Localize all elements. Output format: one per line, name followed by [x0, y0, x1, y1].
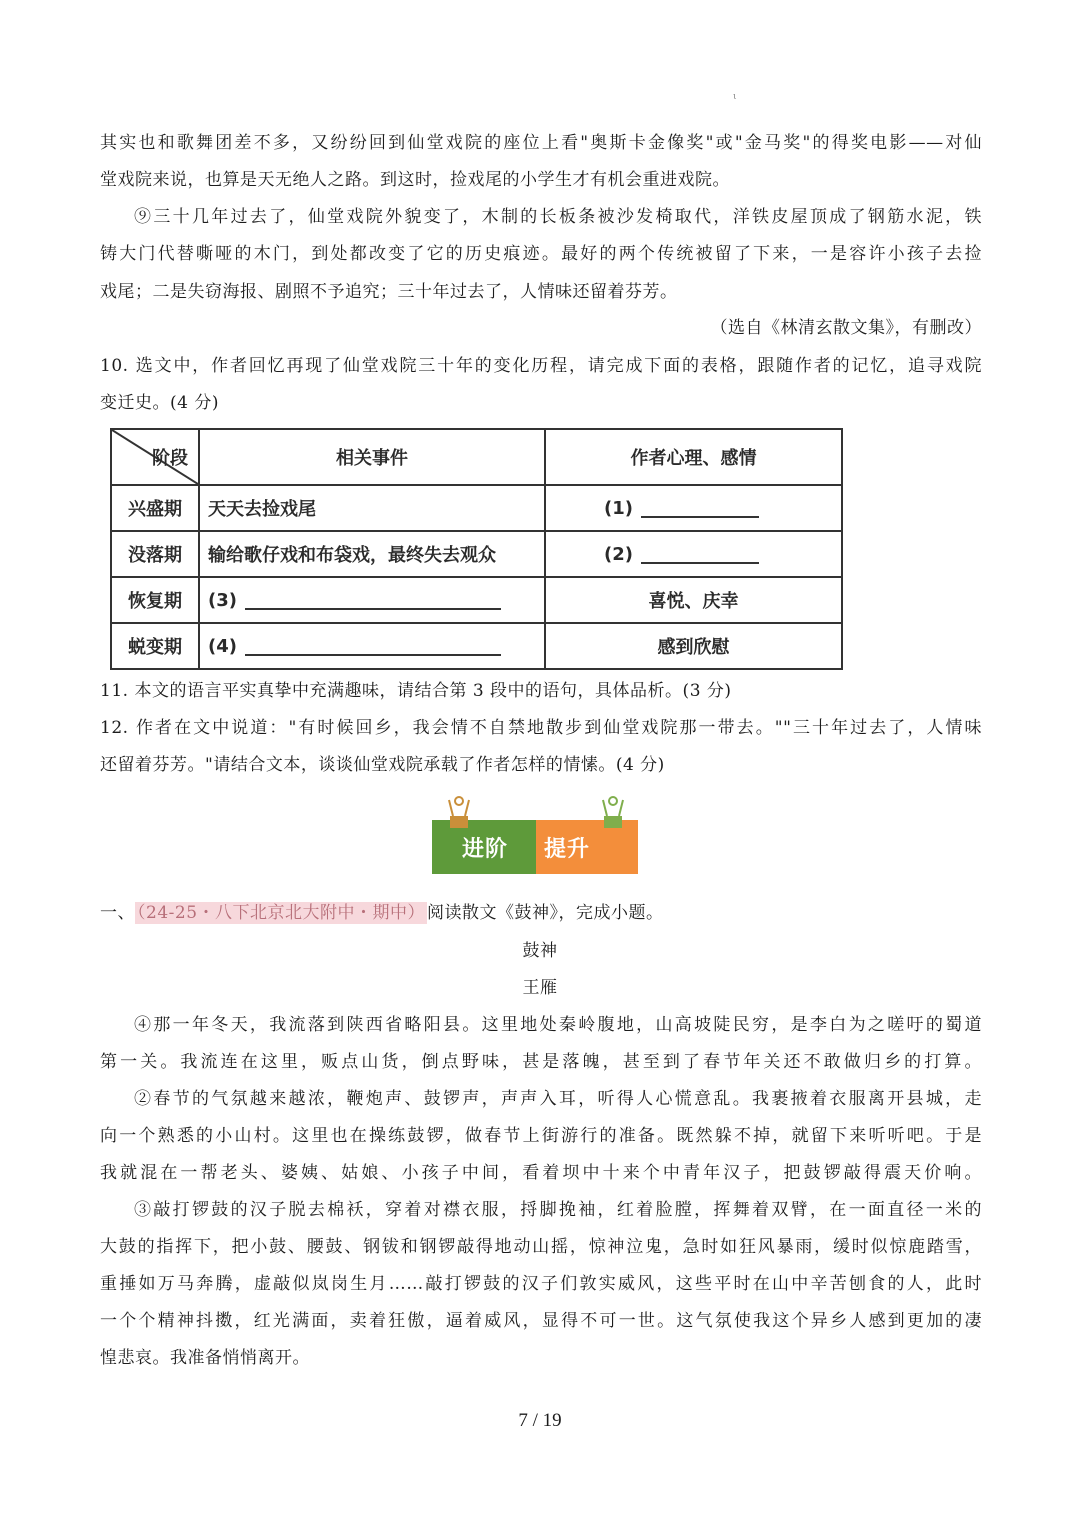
essay-line: 一个个精神抖擞，红光满面，卖着狂傲，逼着威风，显得不可一世。这气氛使我这个异乡人感到更加的凄: [100, 1311, 982, 1331]
section-heading: 一、 （24-25・八下北京北大附中・期中） 阅读散文《鼓神》，完成小题。: [100, 903, 664, 923]
table-cell-stage: 兴盛期: [111, 485, 199, 531]
essay-line: 向一个熟悉的小山村。这里也在操练鼓锣，做春节上街游行的准备。既然躲不掉，就留下来听听吧。于是: [100, 1126, 982, 1146]
question-11: 11. 本文的语言平实真挚中充满趣味，请结合第 3 段中的语句，具体品析。(3 分): [100, 681, 732, 701]
text-line: 堂戏院来说，也算是天无绝人之路。到这时，捡戏尾的小学生才有机会重进戏院。: [100, 170, 730, 190]
table-cell-stage: 蜕变期: [111, 623, 199, 669]
answer-blank[interactable]: [641, 562, 759, 564]
binder-clip-icon: [600, 796, 626, 830]
table-cell-feeling: 喜悦、庆幸: [545, 577, 842, 623]
answer-blank[interactable]: [245, 608, 501, 610]
history-table: [110, 428, 843, 664]
table-cell-feeling: (2): [545, 531, 842, 577]
table-header-event: 相关事件: [199, 429, 545, 485]
table-cell-stage: 恢复期: [111, 577, 199, 623]
essay-title: 鼓神: [522, 941, 558, 961]
source-tag: （24-25・八下北京北大附中・期中）: [137, 903, 426, 923]
text-line: 铸大门代替嘶哑的木门，到处都改变了它的历史痕迹。最好的两个传统被留了下来，一是容许小孩子去捡: [100, 244, 982, 264]
essay-line: ②春节的气氛越来越浓，鞭炮声、鼓锣声，声声入耳，听得人心慌意乱。我裹掖着衣服离开县城，走: [134, 1089, 982, 1109]
table-cell-event: (3): [199, 577, 545, 623]
text-line: ⑨三十几年过去了，仙堂戏院外貌变了，木制的长板条被沙发椅取代，洋铁皮屋顶成了钢筋水泥，铁: [134, 207, 982, 227]
question-12: 12. 作者在文中说道："有时候回乡，我会情不自禁地散步到仙堂戏院那一带去。""三十年过去了，人情味: [100, 718, 982, 738]
banner-left-text: 进阶: [462, 837, 509, 862]
table-cell-event: 天天去捡戏尾: [199, 485, 545, 531]
page-number: 7 / 19: [518, 1410, 562, 1431]
text-line: 其实也和歌舞团差不多，又纷纷回到仙堂戏院的座位上看"奥斯卡金像奖"或"金马奖"的得奖电影——对仙: [100, 133, 982, 153]
table-cell-feeling: (1): [545, 485, 842, 531]
essay-line: 惶悲哀。我准备悄悄离开。: [100, 1348, 310, 1368]
question-12-cont: 还留着芬芳。"请结合文本，谈谈仙堂戏院承载了作者怎样的情愫。(4 分): [100, 755, 665, 775]
answer-blank[interactable]: [245, 654, 501, 656]
essay-line: 大鼓的指挥下，把小鼓、腰鼓、钢钹和钢锣敲得地动山摇，惊神泣鬼，急时如狂风暴雨，缓时似惊鹿踏雪，: [100, 1237, 982, 1257]
top-mark: ι: [733, 92, 737, 102]
banner-right-text: 提升: [544, 837, 591, 862]
answer-blank[interactable]: [641, 516, 759, 518]
essay-line: 第一关。我流连在这里，贩点山货，倒点野味，甚是落魄，甚至到了春节年关还不敢做归乡的打算。: [100, 1052, 982, 1072]
essay-line: 重捶如万马奔腾，虚敲似岚岗生月……敲打锣鼓的汉子们敦实威风，这些平时在山中辛苦刨食的人，此时: [100, 1274, 982, 1294]
question-10-cont: 变迁史。(4 分): [100, 393, 219, 413]
table-cell-feeling: 感到欣慰: [545, 623, 842, 669]
table-cell-event: (4): [199, 623, 545, 669]
advanced-banner: [432, 820, 638, 874]
question-10: 10. 选文中，作者回忆再现了仙堂戏院三十年的变化历程，请完成下面的表格，跟随作者的记忆，追寻戏院: [100, 356, 982, 376]
table-cell-event: 输给歌仔戏和布袋戏，最终失去观众: [199, 531, 545, 577]
essay-line: 我就混在一帮老头、婆姨、姑娘、小孩子中间，看着坝中十来个中青年汉子，把鼓锣敲得震天价响。: [100, 1163, 982, 1183]
essay-line: ④那一年冬天，我流落到陕西省略阳县。这里地处秦岭腹地，山高坡陡民穷，是李白为之嗟吁的蜀道: [134, 1015, 982, 1035]
table-header-feeling: 作者心理、感情: [545, 429, 842, 485]
essay-author: 王雁: [522, 978, 558, 998]
binder-clip-icon: [446, 796, 472, 830]
source-citation: （选自《林清玄散文集》，有删改）: [710, 318, 982, 338]
essay-line: ③敲打锣鼓的汉子脱去棉袄，穿着对襟衣服，捋脚挽袖，红着脸膛，挥舞着双臂，在一面直径一米的: [134, 1200, 982, 1220]
table-cell-stage: 没落期: [111, 531, 199, 577]
text-line: 戏尾；二是失窃海报、剧照不予追究；三十年过去了，人情味还留着芬芳。: [100, 282, 678, 302]
table-header-stage: 阶段: [111, 429, 199, 485]
